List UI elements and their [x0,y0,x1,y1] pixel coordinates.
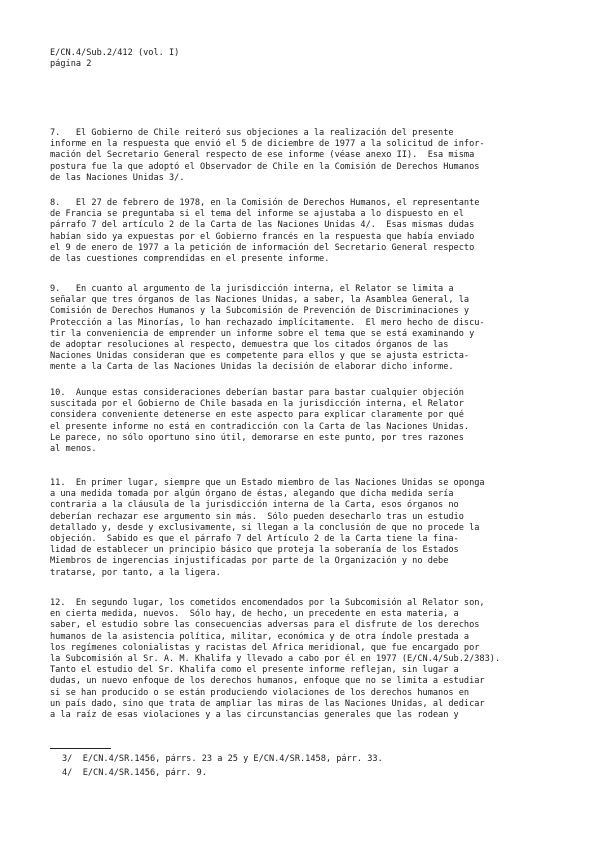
paragraph [50,198,550,265]
text-line: 10. Aunque estas consideraciones deberían bastar para bastar cualquier objeción [50,388,464,398]
text-line: al menos. [50,444,97,455]
footnote-4: 4/ E/CN.4/SR.1456, párr. 9. [62,768,207,778]
text-line: el presente informe no está en contradicción con la Carta de las Naciones Unidas. [50,421,470,432]
page-number: página 2 [50,59,92,70]
paragraph [50,388,550,455]
text-line: tratarse, por tanto, a la ligera. [50,567,221,578]
text-line: mación del Secretario General respecto de ese informe (véase anexo II). Esa misma [50,150,475,161]
text-line: habían sido ya expuestas por el Gobierno francés en la respuesta que había enviado [50,231,475,242]
text-line: párrafo 7 del artículo 2 de la Carta de las Naciones Unidas 4/. Esas mismas dudas [50,220,475,231]
text-line: 7. El Gobierno de Chile reiteró sus objeciones a la realización del presente [50,128,454,138]
paragraph [50,284,550,374]
paragraph [50,478,550,579]
text-line: considera conveniente detenerse en este aspecto para explicar claramente por qué [50,410,464,421]
text-line: saber, el estudio sobre las consecuencias adversas para el disfrute de los derechos [50,620,480,631]
text-line: la Subcomisión al Sr. A. M. Khalifa y llevado a cabo por él en 1977 (E/CN.4/Sub.2/383). [50,654,501,665]
text-line: Le parece, no sólo oportuno sino útil, demorarse en este punto, por tres razones [50,432,464,443]
paragraph [50,128,550,184]
text-line: de Francia se preguntaba si el tema del informe se ajustaba a lo dispuesto en el [50,209,464,220]
text-line: Comisión de Derechos Humanos y la Subcomisión de Prevención de Discriminaciones y [50,306,470,317]
text-line: a la raíz de esas violaciones y a las circunstancias generales que las rodean y [50,710,459,721]
text-line: humanos de la asistencia política, militar, económica y de otra índole prestada a [50,631,470,642]
text-line: 12. En segundo lugar, los cometidos encomendados por la Subcomisión al Relator son, [50,598,485,608]
text-line: dudas, un nuevo enfoque de los derechos humanos, enfoque que no se limita a estudiar [50,676,485,687]
footnote-3: 3/ E/CN.4/SR.1456, párrs. 23 a 25 y E/CN.4/SR.1458, párr. 33. [62,754,383,764]
text-line: deberían rechazar ese argumento sin más. Sólo pueden desecharlo tras un estudio [50,511,464,522]
footnote-rule [50,748,111,749]
text-line: de las Naciones Unidas 3/. [50,172,185,183]
paragraph [50,598,550,721]
text-line: mente a la Carta de las Naciones Unidas la decisión de elaborar dicho informe. [50,362,454,373]
text-line: lidad de establecer un principio básico que proteja la soberanía de los Estados [50,545,459,556]
text-line: contraria a la cláusula de la jurisdicción interna de la Carta, esos órganos no [50,500,459,511]
text-line: tir la conveniencia de emprender un informe sobre el tema que se está examinando y [50,328,475,339]
text-line: el 9 de enero de 1977 a la petición de información del Secretario General respecto [50,242,475,253]
text-line: 11. En primer lugar, siempre que un Estado miembro de las Naciones Unidas se oponga [50,478,485,488]
text-line: informe en la respuesta que envió el 5 de diciembre de 1977 a la solicitud de infor- [50,139,485,150]
text-line: Tanto el estudio del Sr. Khalifa como el presente informe reflejan, sin lugar a [50,665,459,676]
text-line: Naciones Unidas consideran que es competente para ellos y que se ajusta estricta- [50,351,470,362]
document-header [50,48,179,70]
text-line: de las cuestiones comprendidas en el presente informe. [50,254,330,265]
text-line: suscitada por el Gobierno de Chile basada en la jurisdicción interna, el Relator [50,399,464,410]
text-line: Protección a las Minorías, lo han rechazado implícitamente. El mero hecho de discu- [50,317,485,328]
text-line: objeción. Sabido es que el párrafo 7 del Artículo 2 de la Carta tiene la fina- [50,534,459,545]
text-line: señalar que tres órganos de las Naciones Unidas, a saber, la Asamblea General, la [50,295,470,306]
text-line: 9. En cuanto al argumento de la jurisdicción interna, el Relator se limita a [50,284,454,294]
document-symbol: E/CN.4/Sub.2/412 (vol. I) [50,48,180,58]
text-line: los regímenes colonialistas y racistas del Africa meridional, que fue encargado por [50,642,480,653]
text-line: postura fue la que adoptó el Observador de Chile en la Comisión de Derechos Humanos [50,161,480,172]
text-line: Miembros de ingerencias injustificadas por parte de la Organización y no debe [50,556,449,567]
text-line: en cierta medida, nuevos. Sólo hay, de hecho, un precedente en esta materia, a [50,609,459,620]
text-line: detallado y, desde y exclusivamente, si llegan a la conclusión de que no procede la [50,522,480,533]
text-line: de adoptar resoluciones al respecto, demuestra que los citados órganos de las [50,340,449,351]
text-line: si se han producido o se están produciendo violaciones de los derechos humanos en [50,687,470,698]
text-line: 8. El 27 de febrero de 1978, en la Comisión de Derechos Humanos, el representante [50,198,480,208]
text-line: a una medida tomada por algún órgano de éstas, alegando que dicha medida sería [50,489,454,500]
text-line: un país dado, sino que trata de ampliar las miras de las Naciones Unidas, al dedicar [50,698,485,709]
